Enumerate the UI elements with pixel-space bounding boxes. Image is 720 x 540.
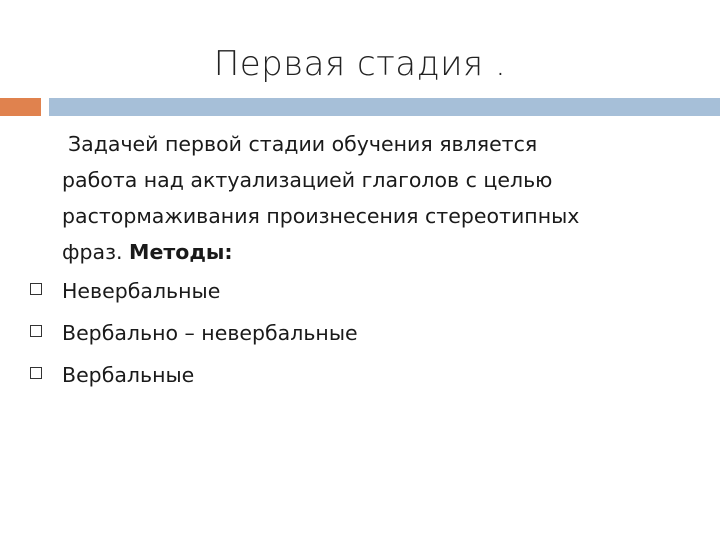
intro-line-last	[62, 234, 690, 270]
list-item-label: Невербальные	[62, 279, 221, 303]
checkbox-square-icon	[30, 283, 42, 295]
list-item	[30, 312, 690, 354]
intro-line: растормаживания произнесения стереотипных	[62, 204, 580, 228]
title-underline-bar	[49, 98, 720, 116]
checkbox-square-icon	[30, 367, 42, 379]
methods-list	[30, 270, 690, 396]
list-item	[30, 270, 690, 312]
list-item-label: Вербально – невербальные	[62, 321, 358, 345]
accent-bar	[0, 98, 41, 116]
list-item	[30, 354, 690, 396]
slide-title: Первая стадия .	[213, 44, 507, 84]
slide-body	[30, 126, 690, 396]
intro-paragraph	[30, 126, 690, 270]
intro-line: работа над актуализацией глаголов с целью	[62, 168, 553, 192]
list-item-label: Вербальные	[62, 363, 195, 387]
intro-line: Задачей первой стадии обучения является	[68, 132, 538, 156]
intro-last-text: фраз.	[62, 240, 130, 264]
checkbox-square-icon	[30, 325, 42, 337]
methods-label: Методы:	[129, 240, 233, 264]
